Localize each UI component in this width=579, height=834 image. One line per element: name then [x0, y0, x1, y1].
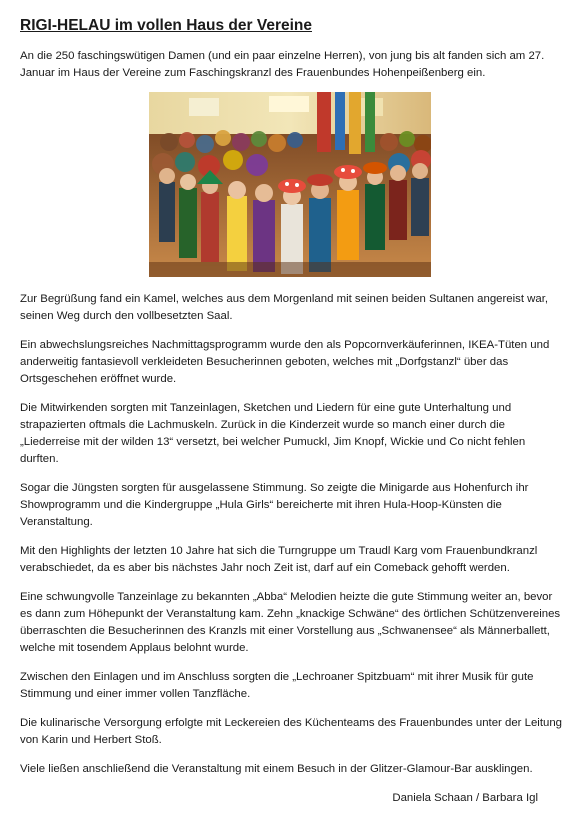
article-paragraph: Eine schwungvolle Tanzeinlage zu bekannten „Abba“ Melodien heizte die gute Stimmung weiter an, bevor es dann zum Höhepunkt der Veranstaltung kam. Zehn „knackige Schwäne“ des örtlichen Schützenvereines überraschten die Besucherinnen des Kranzls mit einer Vorstellung aus „Schwanensee“ als Männerballett, welche mit tosendem Applaus belohnt wurde. [20, 591, 561, 654]
article-paragraph: Zwischen den Einlagen und im Anschluss sorgten die „Lechroaner Spitzbuam“ mit ihrer Musik für gute Stimmung und einer immer vollen Tanzfläche. [20, 671, 534, 700]
article-paragraph: Zur Begrüßung fand ein Kamel, welches aus dem Morgenland mit seinen beiden Sultanen angereist war, seinen Weg durch den vollbesetzten Saal. [20, 293, 549, 322]
article-paragraph: Mit den Highlights der letzten 10 Jahre hat sich die Turngruppe um Traudl Karg vom Frauenbundkranzl verabschiedet, da es aber bis nächstes Jahr noch Zeit ist, darf auf ein Comeback gehofft werden. [20, 545, 538, 574]
article [20, 16, 562, 807]
article-paragraph: Die Mitwirkenden sorgten mit Tanzeinlagen, Sketchen und Liedern für eine gute Unterhaltung und strapazierten oftmals die Lachmuskeln. Zurück in die Kinderzeit wurde so manch einer durch die „Liederreise mit der wilden 13“ versetzt, bei welcher Pumuckl, Jim Knopf, Wickie und Co nicht fehlen durften. [20, 402, 526, 465]
article-paragraph: Ein abwechslungsreiches Nachmittagsprogramm wurde den als Popcornverkäuferinnen, IKEA-Tüten und anderweitig fantasievoll verkleideten Besucherinnen geboten, welches mit „Dorfgstanzl“ über das Ortsgeschehen eröffnet wurde. [20, 339, 550, 385]
carnival-crowd-photo [149, 92, 431, 277]
article-author: Daniela Schaan / Barbara Igl [392, 792, 538, 804]
article-intro: An die 250 faschingswütigen Damen (und ein paar einzelne Herren), von jung bis alt fanden sich am 27. Januar im Haus der Vereine zum Faschingskranzl des Frauenbundes Hohenpeißenberg ein. [20, 50, 545, 79]
article-paragraph: Viele ließen anschließend die Veranstaltung mit einem Besuch in der Glitzer-Glamour-Bar ausklingen. [20, 763, 533, 775]
article-title: RIGI-HELAU im vollen Haus der Vereine [20, 17, 312, 34]
article-paragraph: Sogar die Jüngsten sorgten für ausgelassene Stimmung. So zeigte die Minigarde aus Hohenfurch ihr Showprogramm und die Kindergruppe „Hula Girls“ bereicherte mit ihren Hula-Hoop-Künsten die Veranstaltung. [20, 482, 529, 528]
article-paragraph: Die kulinarische Versorgung erfolgte mit Leckereien des Küchenteams des Frauenbundes unter der Leitung von Karin und Herbert Stoß. [20, 717, 563, 746]
